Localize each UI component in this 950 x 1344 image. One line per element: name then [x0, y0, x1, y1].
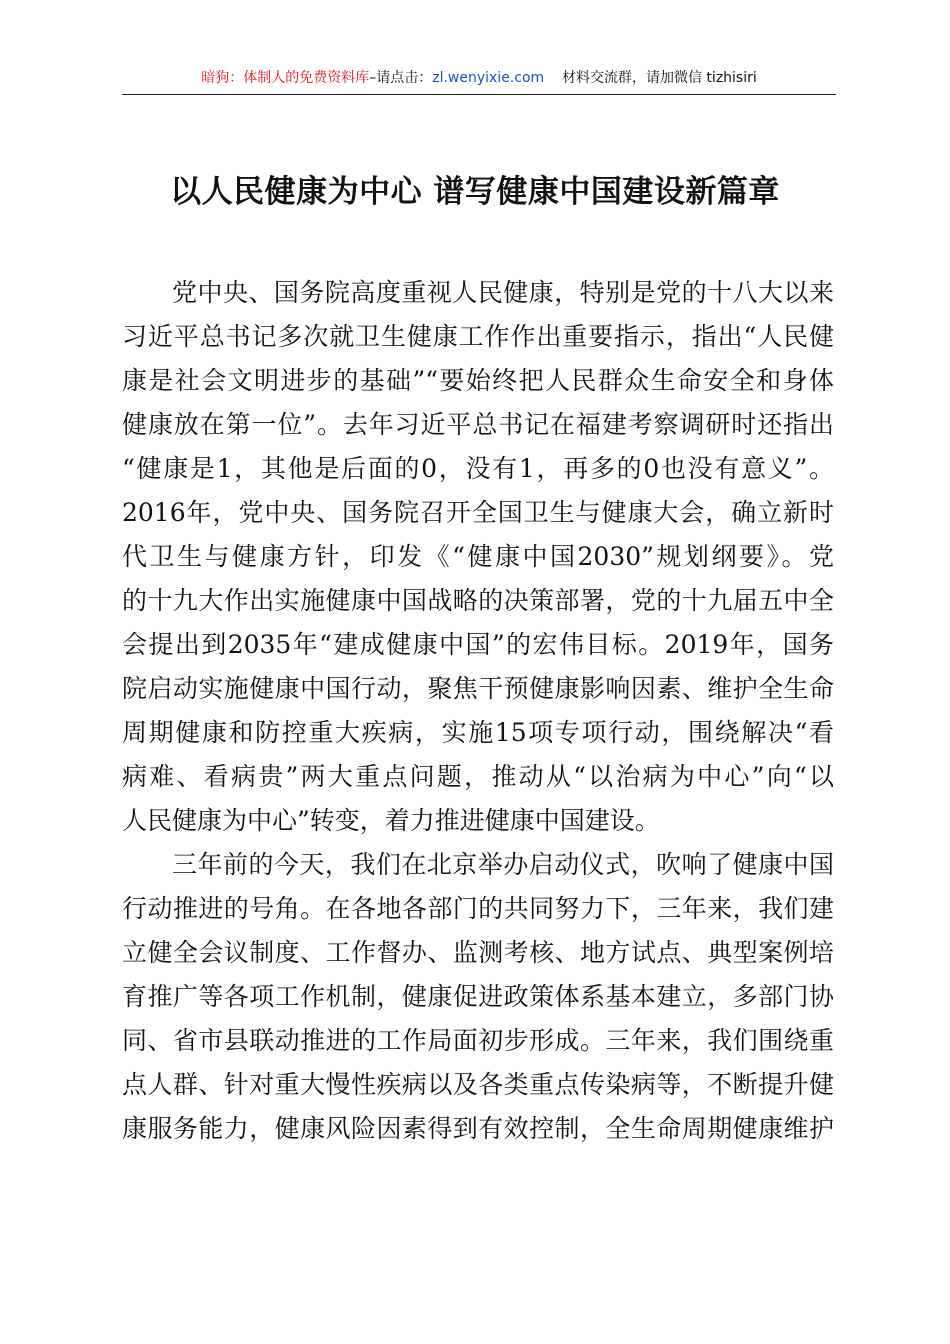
text-line: 党中央、国务院高度重视人民健康，特别是党的十八大以来 — [172, 278, 834, 307]
document-title: 以人民健康为中心 谱写健康中国建设新篇章 — [170, 174, 780, 210]
header-site-name: 暗狗：体制人的免费资料库 — [201, 70, 370, 86]
text-line: 康是社会文明进步的基础”“要始终把人民群众生命安全和身体 — [122, 366, 834, 395]
text-line: 人民健康为中心”转变，着力推进健康中国建设。 — [122, 806, 660, 835]
text-line: 立健全会议制度、工作督办、监测考核、地方试点、典型案例培 — [122, 938, 834, 967]
text-line: 健康放在第一位”。去年习近平总书记在福建考察调研时还指出 — [122, 410, 834, 439]
text-line: “健康是1，其他是后面的0，没有1，再多的0也没有意义”。 — [122, 454, 834, 483]
paragraph — [122, 271, 834, 843]
text-line: 点人群、针对重大慢性疾病以及各类重点传染病等，不断提升健 — [122, 1070, 834, 1099]
paragraph — [122, 843, 834, 1151]
text-line: 同、省市县联动推进的工作局面初步形成。三年来，我们围绕重 — [122, 1026, 834, 1055]
text-line: 的十九大作出实施健康中国战略的决策部署，党的十九届五中全 — [122, 586, 834, 615]
text-line: 习近平总书记多次就卫生健康工作作出重要指示，指出“人民健 — [122, 322, 834, 351]
text-line: 2016年，党中央、国务院召开全国卫生与健康大会，确立新时 — [122, 498, 834, 527]
text-line: 周期健康和防控重大疾病，实施15项专项行动，围绕解决“看 — [122, 718, 834, 747]
text-line: 行动推进的号角。在各地各部门的共同努力下，三年来，我们建 — [122, 894, 834, 923]
text-line: 育推广等各项工作机制，健康促进政策体系基本建立，多部门协 — [122, 982, 834, 1011]
header-url-link[interactable]: zl.wenyixie.com — [432, 70, 545, 86]
page-header — [122, 66, 836, 95]
header-click-prompt: –请点击： — [369, 70, 433, 86]
header-spacer — [544, 70, 562, 86]
text-line: 代卫生与健康方针，印发《“健康中国2030”规划纲要》。党 — [122, 542, 834, 571]
text-line: 病难、看病贵”两大重点问题，推动从“以治病为中心”向“以 — [122, 762, 834, 791]
header-contact-info: 材料交流群，请加微信 tizhisiri — [561, 70, 757, 86]
text-line: 院启动实施健康中国行动，聚焦干预健康影响因素、维护全生命 — [122, 674, 834, 703]
text-line: 会提出到2035年“建成健康中国”的宏伟目标。2019年，国务 — [122, 630, 834, 659]
text-line: 康服务能力，健康风险因素得到有效控制，全生命周期健康维护 — [122, 1114, 834, 1143]
document-body — [122, 271, 834, 1151]
text-line: 三年前的今天，我们在北京举办启动仪式，吹响了健康中国 — [172, 850, 834, 879]
